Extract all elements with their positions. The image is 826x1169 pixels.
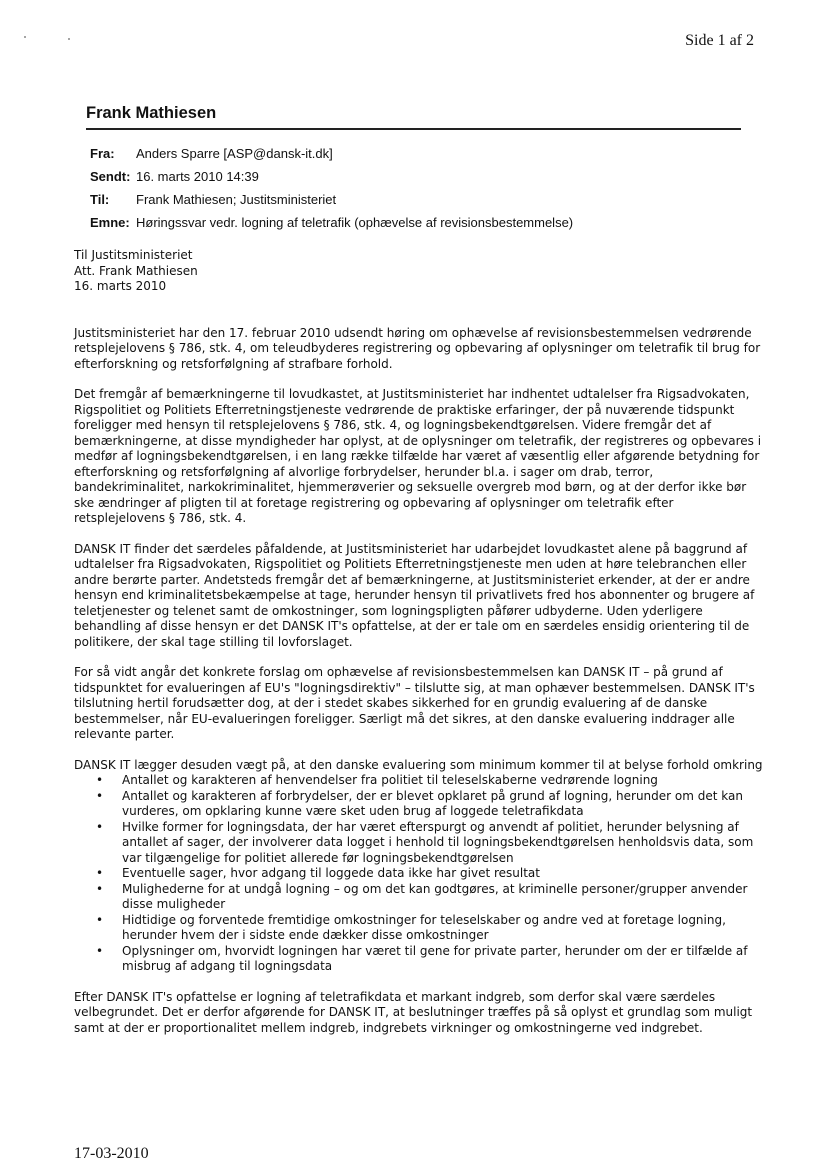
address-line-2: Att. Frank Mathiesen <box>74 263 198 278</box>
bullet-icon: • <box>96 788 104 803</box>
letter-body <box>74 248 764 1036</box>
subject-label: Emne: <box>90 215 130 230</box>
list-item: • Mulighederne for at undgå logning – og om det kan godtgøres, at kriminelle personer/grupper anvender disse muligheder <box>96 881 748 911</box>
from-label: Fra: <box>90 146 115 161</box>
to-row <box>90 188 573 211</box>
bullet-icon: • <box>96 881 104 896</box>
sender-name: Frank Mathiesen <box>86 104 217 122</box>
sent-label: Sendt: <box>90 169 131 184</box>
bullet-icon: • <box>96 819 104 834</box>
sent-value: 16. marts 2010 14:39 <box>136 169 259 184</box>
scan-specks <box>16 28 76 44</box>
to-label: Til: <box>90 192 110 207</box>
list-item: • Hvilke former for logningsdata, der har været efterspurgt og anvendt af politiet, herunder belysning af antallet af sager, der involverer data logget i henhold til logningsbekendtgørelsen henholdsvis data, som var tilgængelige for politiet allerede før logningsbekendtgørelsen <box>96 819 754 865</box>
sent-row <box>90 165 573 188</box>
bullet-icon: • <box>96 943 104 958</box>
email-header <box>90 142 573 234</box>
header-rule <box>86 128 741 130</box>
paragraph-4: For så vidt angår det konkrete forslag om ophævelse af revisionsbestemmelsen kan DANSK IT – på grund af tidspunktet for evalueringen af EU's "logningsdirektiv" – tilslutte sig, at man ophæver bestemmelsen. DANSK IT's tilslutning hertil forudsætter dog, at der i stedet skabes sikkerhed for en grundig evaluering af de danske bestemmelser, når EU-evalueringen foreligger. Særligt må det sikres, at den danske evaluering inddrager alle relevante parter. <box>74 665 755 741</box>
paragraph-3: DANSK IT finder det særdeles påfaldende, at Justitsministeriet har udarbejdet lovudkastet alene på baggrund af udtalelser fra Rigsadvokaten, Rigspolitiet og Politiets Efterretningstjeneste men uden at høre telebranchen eller andre berørte parter. Andetsteds fremgår det af bemærkningerne, at Justitsministeriet erkender, at der er andre hensyn end kriminalitetsbekæmpelse at tage, herunder hensyn til privatlivets fred hos abonnenter og brugere af teletjenester og telenet samt de omkostninger, som logningspligten påfører udbyderne. Uden yderligere behandling af disse hensyn er det DANSK IT's opfattelse, at der er tale om en særdeles ensidig orientering til de politikere, der skal tage stilling til lovforslaget. <box>74 541 755 649</box>
from-value: Anders Sparre [ASP@dansk-it.dk] <box>136 146 333 161</box>
bullet-icon: • <box>96 912 104 927</box>
bullet-icon: • <box>96 866 104 880</box>
letter-date: 16. marts 2010 <box>74 279 167 293</box>
list-item: • Antallet og karakteren af forbrydelser, der er blevet opklaret på grund af logning, herunder om det kan vurderes, om opklaring kunne være sket uden brug af loggede teletrafikdata <box>96 788 743 818</box>
to-value: Frank Mathiesen; Justitsministeriet <box>136 192 337 207</box>
list-item: • Hidtidige og forventede fremtidige omkostninger for teleselskaber og andre ved at foretage logning, herunder hvem der i sidste ende dækker disse omkostninger <box>96 912 726 942</box>
subject-value: Høringssvar vedr. logning af teletrafik (ophævelse af revisionsbestemmelse) <box>136 215 574 230</box>
paragraph-2: Det fremgår af bemærkningerne til lovudkastet, at Justitsministeriet har indhentet udtalelser fra Rigsadvokaten, Rigspolitiet og Politiets Efterretningstjeneste vedrørende de praktiske erfaringer, der på nuværende tidspunkt foreligger med hensyn til retsplejelovens § 786, stk. 4, og logningsbekendtgørelsen. Videre fremgår det af bemærkningerne, at disse myndigheder har oplyst, at de oplysninger om teletrafik, der registreres og opbevares i medfør af logningsbekendtgørelsen, i en lang række tilfælde har været af væsentlig eller afgørende betydning for efterforskning og retsforfølgning af alvorlige forbrydelser, herunder bl.a. i sager om drab, terror, bandekriminalitet, narkokriminalitet, hjemmerøverier og seksuelle overgreb mod børn, og at der derfor ikke bør ske ændringer af pligten til at foretage registrering og opbevaring af oplysninger om teletrafik efter retsplejelovens § 786, stk. 4. <box>74 387 762 525</box>
from-row <box>90 142 573 165</box>
paragraph-6: Efter DANSK IT's opfattelse er logning af teletrafikdata et markant indgreb, som derfor skal være særdeles velbegrundet. Det er derfor afgørende for DANSK IT, at beslutninger træffes på så oplyst et grundlag som muligt samt at der er proportionalitet mellem indgreb, indgrebets virkninger og omkostningerne ved indgrebet. <box>74 989 753 1035</box>
footer-date: 17-03-2010 <box>74 1145 149 1162</box>
address-line-1: Til Justitsministeriet <box>74 248 193 262</box>
list-item: • Eventuelle sager, hvor adgang til loggede data ikke har givet resultat <box>96 866 540 880</box>
paragraph-5: DANSK IT lægger desuden vægt på, at den danske evaluering som minimum kommer til at belyse forhold omkring <box>74 757 763 772</box>
evaluation-points-list <box>74 773 764 975</box>
bullet-icon: • <box>96 773 104 787</box>
page-number: Side 1 af 2 <box>685 32 754 49</box>
paragraph-1: Justitsministeriet har den 17. februar 2010 udsendt høring om ophævelse af revisionsbestemmelsen vedrørende retsplejelovens § 786, stk. 4, om teleudbyderes registrering og opbevaring af oplysninger om teletrafik til brug for efterforskning og retsforfølgning af strafbare forhold. <box>74 325 761 371</box>
list-item: • Antallet og karakteren af henvendelser fra politiet til teleselskaberne vedrørende logning <box>96 773 658 787</box>
list-item: • Oplysninger om, hvorvidt logningen har været til gene for private parter, herunder om der er tilfælde af misbrug af adgang til logningsdata <box>96 943 748 973</box>
subject-row <box>90 211 573 234</box>
